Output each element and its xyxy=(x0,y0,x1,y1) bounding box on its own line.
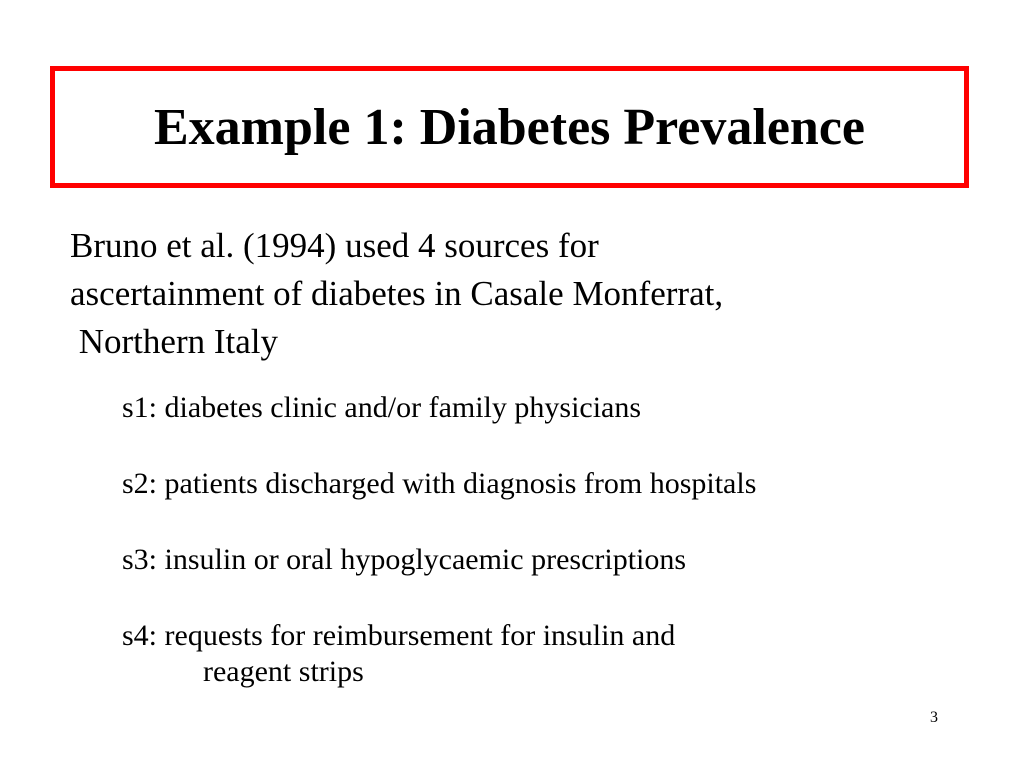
source-text: s1: diabetes clinic and/or family physicians xyxy=(122,391,642,424)
intro-line: ascertainment of diabetes in Casale Monferrat, xyxy=(70,274,724,313)
intro-line: Bruno et al. (1994) used 4 sources for xyxy=(70,226,599,265)
title-box xyxy=(50,66,969,188)
source-item-s4 xyxy=(122,618,1002,690)
slide-title: Example 1: Diabetes Prevalence xyxy=(154,99,865,156)
intro-line: Northern Italy xyxy=(70,322,278,361)
intro-paragraph xyxy=(70,222,970,366)
source-list xyxy=(122,390,1002,730)
source-text: s2: patients discharged with diagnosis from hospitals xyxy=(122,467,757,500)
page-number: 3 xyxy=(930,709,938,726)
source-text: s4: requests for reimbursement for insulin and xyxy=(122,619,676,652)
source-text: s3: insulin or oral hypoglycaemic prescriptions xyxy=(122,543,687,576)
source-text-continuation: reagent strips xyxy=(203,655,364,688)
source-item-s2 xyxy=(122,466,1002,502)
source-item-s3 xyxy=(122,542,1002,578)
source-item-s1 xyxy=(122,390,1002,426)
